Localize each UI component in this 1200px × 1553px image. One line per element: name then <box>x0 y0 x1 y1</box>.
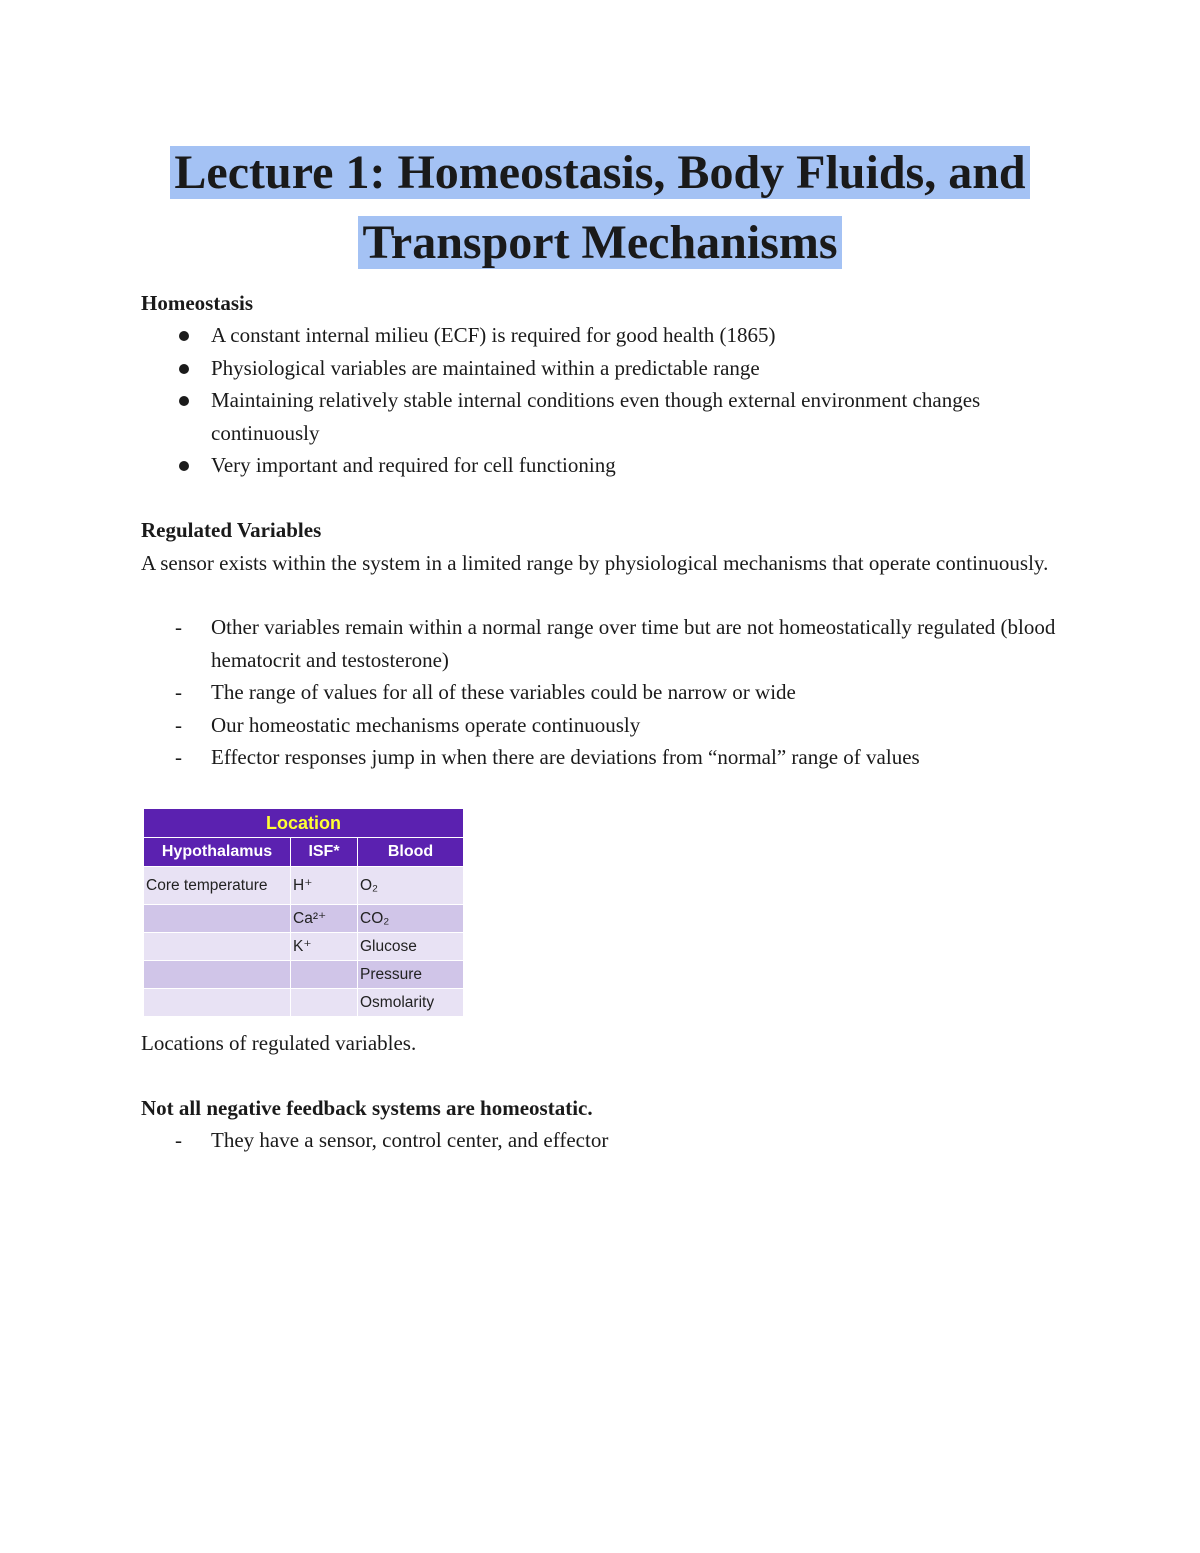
bullet-icon <box>179 461 189 471</box>
dash-marker: - <box>175 712 182 737</box>
feedback-heading: Not all negative feedback systems are homeostatic. <box>141 1096 593 1120</box>
table-cell: Core temperature <box>144 867 291 905</box>
page-title <box>0 138 1200 278</box>
title-line-1: Lecture 1: Homeostasis, Body Fluids, and <box>170 146 1029 199</box>
table-cell <box>291 989 358 1017</box>
regulated-variables-list <box>141 611 1061 774</box>
title-line-2: Transport Mechanisms <box>358 216 841 269</box>
bullet-icon <box>179 331 189 341</box>
table-cell <box>144 933 291 961</box>
dash-marker: - <box>175 680 182 704</box>
list-item: - The range of values for all of these variables could be narrow or wide <box>141 676 1061 709</box>
list-item: Physiological variables are maintained within a predictable range <box>141 352 1061 385</box>
column-header: Blood <box>358 838 464 867</box>
bullet-icon <box>179 364 189 374</box>
table-row <box>144 989 464 1017</box>
table-cell <box>144 989 291 1017</box>
table-cell: Glucose <box>358 933 464 961</box>
dash-marker: - <box>175 615 182 639</box>
regulated-variables-intro: A sensor exists within the system in a limited range by physiological mechanisms that operate continuously. <box>141 551 1049 575</box>
homeostasis-heading: Homeostasis <box>141 291 253 315</box>
table-cell: K⁺ <box>291 933 358 961</box>
list-item: - Our homeostatic mechanisms operate continuously <box>141 709 1061 742</box>
table-row <box>144 867 464 905</box>
table-caption: Locations of regulated variables. <box>141 1031 417 1055</box>
table-row <box>144 933 464 961</box>
table-cell: Pressure <box>358 961 464 989</box>
list-item: - Other variables remain within a normal range over time but are not homeostatically regulated (blood hematocrit and testosterone) <box>141 611 1061 676</box>
bullet-icon <box>179 396 189 406</box>
list-item: Very important and required for cell functioning <box>141 449 1061 482</box>
list-item: Maintaining relatively stable internal conditions even though external environment changes continuously <box>141 384 1061 449</box>
column-header: Hypothalamus <box>144 838 291 867</box>
table-cell <box>144 961 291 989</box>
feedback-list <box>141 1124 1061 1157</box>
table-title: Location <box>144 809 464 838</box>
table-cell: CO₂ <box>358 905 464 933</box>
dash-marker: - <box>175 745 182 769</box>
table-cell <box>291 961 358 989</box>
table-cell: H⁺ <box>291 867 358 905</box>
list-item: - Effector responses jump in when there are deviations from “normal” range of values <box>141 741 1061 774</box>
table-cell: Osmolarity <box>358 989 464 1017</box>
homeostasis-list <box>141 319 1061 482</box>
table-row <box>144 905 464 933</box>
list-item: - They have a sensor, control center, and effector <box>141 1124 1061 1157</box>
location-table <box>143 808 464 1017</box>
regulated-variables-heading: Regulated Variables <box>141 518 322 542</box>
list-item: A constant internal milieu (ECF) is required for good health (1865) <box>141 319 1061 352</box>
column-header: ISF* <box>291 838 358 867</box>
table-cell <box>144 905 291 933</box>
dash-marker: - <box>175 1128 182 1152</box>
table-row <box>144 961 464 989</box>
table-cell: Ca²⁺ <box>291 905 358 933</box>
table-cell: O₂ <box>358 867 464 905</box>
